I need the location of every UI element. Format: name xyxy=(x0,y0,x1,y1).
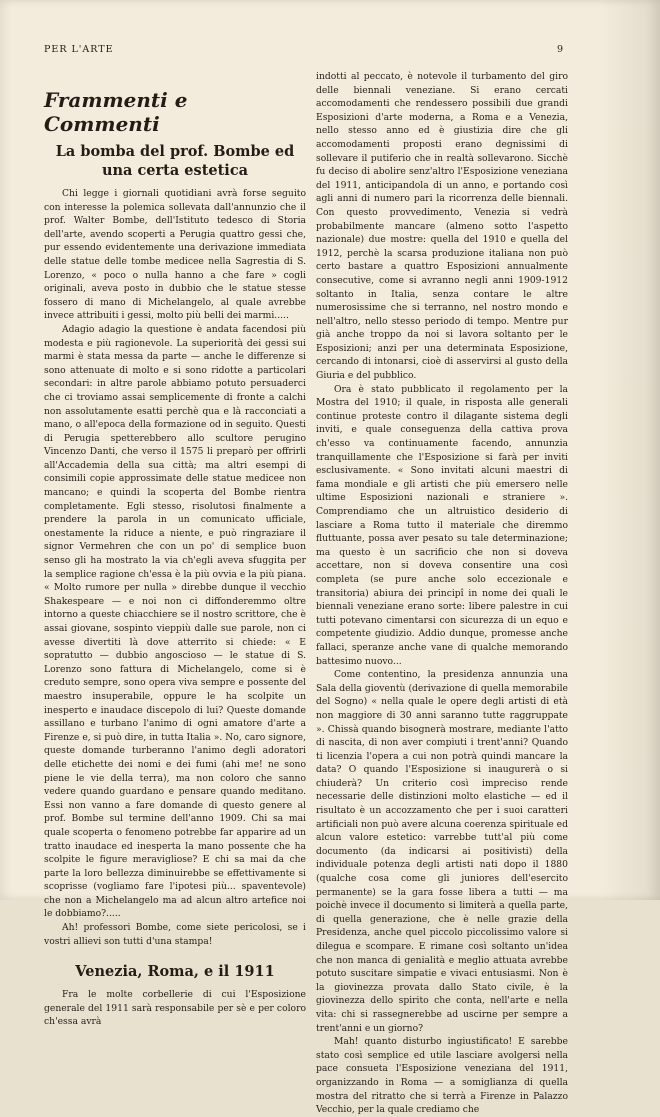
article-paragraph: Mah! quanto disturbo ingiustificato! E sarebbe stato così semplice ed utile lasciare avolgersi nella pace consueta l'Esposizione veneziana del 1911, organizzando in Roma — a somiglianza di quella mostra del ritratto che si terrà a Firenze in Palazzo Vecchio, per la quale crediamo che xyxy=(316,1036,568,1116)
article-paragraph: indotti al peccato, è notevole il turbamento del giro delle biennali veneziane. Si erano cercati accomodamenti che rendessero possibili due grandi Esposizioni d'arte moderna, a Roma e a Venezia, nello stesso anno ed è giustizia dire che gli accomodamenti proposti erano degnissimi di sollevare il putiferio che in realtà sollevarono. Sicchè fu deciso di abolire senz'altro l'Esposizione veneziana del 1911, anticipandola di un anno, e portando così agli anni di numero pari la ricorrenza delle biennali. Con questo provvedimento, Venezia si vedrà probabilmente mancare (almeno sotto l'aspetto nazionale) due mostre: quella del 1910 e quella del 1912, perchè la scarsa produzione italiana non può certo bastare a quattro Esposizioni annualmente consecutive, come si avranno negli anni 1909-1912 soltanto in Italia, senza contare le altre numerosissime che si terranno, nel nostro mondo e nell'altro, nello stesso periodo di tempo. Mentre pur già anche troppo da noi si lavora soltanto per le Esposizioni; anzi per una determinata Esposizione, cercando di intonarsi, cioè di asservirsi al gusto della Giuria e del pubblico. xyxy=(316,71,568,382)
journal-title: PER L'ARTE xyxy=(44,44,114,55)
article-paragraph: Come contentino, la presidenza annunzia una Sala della gioventù (derivazione di quella memorabile del Sogno) « nella quale le opere degli artisti di età non maggiore di 30 anni saranno tutte raggruppate ». Chissà quando bisognerà mostrare, mediante l'atto di nascita, di non aver compiuti i trent'anni? Quando ti licenzia l'opera a cui non potrà quindi mancare la data? O quando l'Esposizione si inaugurerà o si chiuderà? Un criterio così impreciso rende necessarie delle distinzioni molto elastiche — ed il risultato è un accozzamento che per i suoi caratteri artificiali non può avere alcuna coerenza spirituale ed alcun valore estetico: varrebbe tutt'al più come documento (da indicarsi ai positivisti) della individuale potenza degli artisti nati dopo il 1880 (qualche cosa come gli juniores dell'esercito permanente) se la gara fosse libera a tutti — ma poichè invece il documento si limiterà a quella parte, di quella generazione, che è nelle grazie della Presidenza, anche quel piccolo piccolissimo valore si dilegua e scompare. E rimane così soltanto un'idea che non manca di genialità e meglio attuata avrebbe potuto suscitare simpatie e vivaci entusiasmi. Non è la giovinezza provata dallo Stato civile, è la giovinezza dello spirito che conta, nell'arte e nella vita: chi si rassegnerebbe ad uscirne per sempre a trent'anni e un giorno? xyxy=(316,669,568,1034)
article-paragraph: Adagio adagio la questione è andata facendosi più modesta e più ragionevole. La superiorità dei gessi sui marmi è stata messa da parte — anche le differenze si sono attenuate di molto e si sono ridotte a particolari secondari: in altre parole abbiamo potuto persuaderci che ci troviamo assai semplicemente di fronte a calchi non assolutamente esatti perchè qua e là racconciati a mano, o all'epoca della formazione od in seguito. Questi di Perugia spetterebbero allo scultore perugino Vincenzo Danti, che verso il 1575 li preparò per offrirli all'Accademia della sua città; ma altri esempi di consimili copie approssimate delle statue medicee non mancano; e quindi la scoperta del Bombe rientra completamente. Egli stesso, risolutosi finalmente a prendere la parola in un comunicato ufficiale, onestamente la riduce a niente, e può ringraziare il signor Vermehren che con un po' di semplice buon senso gli ha mostrato la via ch'egli aveva sfuggita per la semplice ragione ch'essa è la più ovvia e la più piana. « Molto rumore per nulla » direbbe dunque il vecchio Shakespeare — e noi non ci diffonderemmo oltre intorno a queste chiacchiere se il nostro scrittore, che è assai giovane, sospinto vieppiù dalle sue parole, non ci avesse divertiti là dove atterrito si chiede: « E sopratutto — dubbio angoscioso — le statue di S. Lorenzo sono fattura di Michelangelo, come si è creduto sempre, sono opera viva sempre e possente del maestro insuperabile, oppure le ha scolpite un inesperto e inaudace discepolo di lui? Queste domande assillano e turbano l'animo di ogni amatore d'arte a Firenze e, si può dire, in tutta Italia ». No, caro signore, queste domande turberanno l'animo degli adoratori delle etichette dei nomi e dei fumi (ahi me! ne sono piene le vie della terra), ma non coloro che sanno vedere quando guardano e pensare quando meditano. Essi non vanno a fare domande di questo genere al prof. Bombe sul termine dell'anno 1909. Chi sa mai quale scoperta o fenomeno potrebbe far apparire ad un tratto inaudace ed inesperta la mano possente che ha scolpite le figure meravigliose? E chi sa mai da che parte la loro bellezza diminuirebbe se effettivamente si scoprisse (vogliamo fare l'ipotesi più... spaventevole) che non a Michelangelo ma ad alcun altro artefice noi le dobbiamo?..... xyxy=(44,323,306,920)
left-column xyxy=(44,70,306,1028)
page-number: 9 xyxy=(556,44,564,55)
section-heading: Frammenti e Commenti xyxy=(44,88,188,136)
article-title-venezia: Venezia, Roma, e il 1911 xyxy=(75,963,275,981)
article-title-bomba: La bomba del prof. Bombe ed una certa estetica xyxy=(55,143,295,179)
article-paragraph: Fra le molte corbellerie di cui l'Esposizione generale del 1911 sarà responsabile per sè e per coloro ch'essa avrà xyxy=(44,989,306,1028)
article-paragraph: Ah! professori Bombe, come siete pericolosi, se i vostri allievi son tutti d'una stampa! xyxy=(44,922,306,947)
right-column xyxy=(316,70,568,1116)
page-edge-shadow xyxy=(600,0,660,900)
article-paragraph: Ora è stato pubblicato il regolamento per la Mostra del 1910; il quale, in risposta alle generali continue proteste contro il dilagante sistema degli inviti, e quale conseguenza della cattiva prova ch'esso va continuamente facendo, annunzia tranquillamente che l'Esposizione si farà per inviti esclusivamente. « Sono invitati alcuni maestri di fama mondiale e gli artisti che più emersero nelle ultime Esposizioni nazionali e straniere ». Comprendiamo che un altruistico desiderio di lasciare a Roma tutto il materiale che diremmo fluttuante, possa aver pesato su tale determinazione; ma questo è un sacrificio che non si doveva accettare, non si doveva consentire una così completa (se pure anche solo eccezionale e transitoria) abiura dei principî in nome dei quali le biennali veneziane erano sorte: libere palestre in cui tutti potevano cimentarsi con sicurezza di un equo e competente giudizio. Addio dunque, promesse anche fallaci, speranze anche vane di qualche memorando battesimo nuovo... xyxy=(316,383,568,667)
article-paragraph: Chi legge i giornali quotidiani avrà forse seguito con interesse la polemica sollevata dall'annunzio che il prof. Walter Bombe, dell'Istituto tedesco di Storia dell'arte, avendo scoperti a Perugia quattro gessi che, pur essendo evidentemente una derivazione immediata delle statue delle tombe medicee nella Sagrestia di S. Lorenzo, « poco o nulla hanno a che fare » cogli originali, aveva posto in dubbio che le statue stesse fossero di mano di Michelangelo, al quale avrebbe invece attribuiti i gessi, molto più belli dei marmi..... xyxy=(44,188,306,322)
